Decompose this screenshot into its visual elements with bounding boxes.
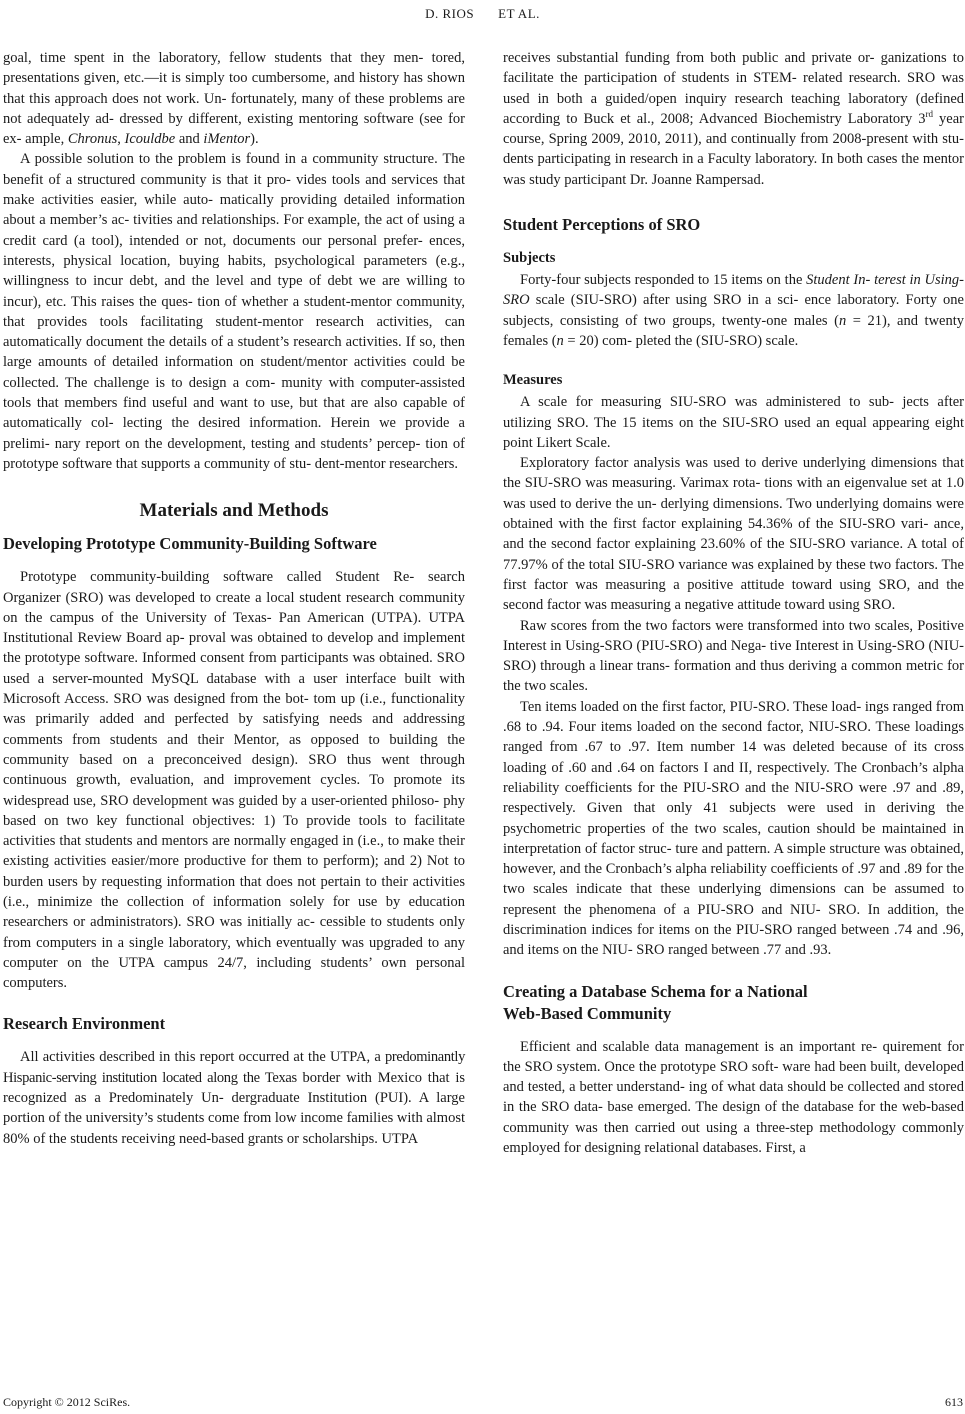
paragraph: receives substantial funding from both public and private or- ganizations to facilitate the participation of students in STEM- related research. SRO was used in both a guided/open inquiry research teaching laboratory (defined according to Buck et al., 2008; Advanced Biochemistry Laboratory 3rd year course, Spring 2009, 2010, 2011), and continually from 2008-present with stu- dents participating in research in a Faculty laboratory. In both cases the mentor was study participant Dr. Joanne Rampersad.: [503, 50, 965, 188]
minor-heading: Measures: [503, 372, 563, 389]
paragraph: Prototype community-building software called Student Re- search Organizer (SRO) was developed to create a local student research community on the campus of the University of Texas- Pan American (UTPA). UTPA Institutional Review Board ap- proval was obtained to develop and implement the prototype software. Informed consent from participants was obtained. SRO used a server-mounted MySQL database with a user interface built with Microsoft Access. SRO was designed from the bot- tom up (i.e., functionality was primarily added and perfected by satisfying needs and addressing comments from students and their Mentor, as opposed to building the community based on a preconceived design). SRO thus went through continuous growth, evaluation, and improvement cycles. To promote its widespread use, SRO development was guided by a user-oriented philoso- phy based on two key functional objectives: 1) To provide tools to facilitate activities that students and mentors are normally engaged in (i.e., to make their existing activities easier/more productive for them to perform); and 2) Not to burden users by requesting information that does not pertain to their activities (i.e., minimize the collection of information solely for use by education researchers or administrators). SRO was initially ac- cessible to students only from computers in a single laboratory, which eventually was upgraded to any computer on the UTPA campus 24/7, including students’ own personal computers.: [3, 569, 465, 992]
paragraph: Raw scores from the two factors were transformed into two scales, Positive Interest in Using-SRO (PIU-SRO) and Nega- tive Interest in Using-SRO (NIU-SRO) through a linear trans- formation and thus deriving a common metric for the two scales.: [503, 617, 964, 695]
paragraph: All activities described in this report occurred at the UTPA, a predominantly Hispanic-serving institution located along the Texas border with Mexico that is recognized as a Predominately Un- dergraduate Institution (PUI). A large portion of the university’s students come from low income families with almost 80% of the students receiving need-based grants or scholarships. UTPA: [3, 1049, 465, 1147]
paragraph: Forty-four subjects responded to 15 items on the Student In- terest in Using-SRO scale (SIU-SRO) after using SRO in a sci- ence laboratory. Forty one subjects, consisting of two groups, twenty-one males (n = 21), and twenty females (n = 20) com- pleted the (SIU-SRO) scale.: [503, 272, 965, 349]
scale-name: Student In- terest in Using-SRO: [503, 272, 964, 309]
copyright-notice: Copyright © 2012 SciRes.: [3, 1395, 131, 1409]
paragraph: A scale for measuring SIU-SRO was administered to sub- jects after utilizing SRO. The 15 items on the SIU-SRO used an equal appearing eight point Likert Scale.: [503, 394, 964, 451]
left-column: [3, 48, 465, 1149]
page-footer: [3, 1395, 963, 1410]
page-number: 613: [945, 1395, 963, 1409]
superscript: rd: [925, 108, 933, 119]
software-name: iMentor: [203, 131, 251, 148]
subsection-title: Research Environment: [3, 1014, 166, 1034]
software-name: Icouldbe: [124, 131, 176, 148]
paragraph: Efficient and scalable data management is an important re- quirement for the SRO system. Once the prototype SRO soft- ware had been built, developed and tested, a better understand- ing of what data should be collected and stored in the SRO data- base emerged. The design of the database for the web-based community was then carried out using a three-step methodology commonly employed for designing relational databases. First, a: [503, 1038, 964, 1157]
paragraph: Ten items loaded on the first factor, PIU-SRO. These load- ings ranged from .68 to .94. Four items loaded on the second factor, NIU-SRO. These loadings ranged from .67 to .97. Item number 14 was deleted because of its cross loading of .60 and .64 on factors I and II, respectively. The Cronbach’s alpha reliability coefficients for the PIU-SRO and the NIU-SRO were .97 and .89, respectively. Given that only 41 subjects were used in deriving the psychometric properties of the two scales, caution should be maintained in interpretation of factor struc- ture and pattern. A simple structure was obtained, however, and the Cronbach’s alpha reliability coefficients of .97 and .89 for the two scales indicate that these underlying dimensions can be assumed to represent the phenomena of a PIU-SRO and NIU- SRO. In addition, the discrimination indices for items on the PIU-SRO ranged between .74 and .96, and items on the NIU- SRO ranged between .77 and .93.: [503, 698, 964, 959]
header-authors: D. RIOS: [425, 6, 475, 21]
software-name: Chronus: [67, 131, 118, 148]
running-header: [0, 6, 965, 22]
paragraph: goal, time spent in the laboratory, fellow students that they men- tored, presentations given, etc.—it is simply too cumbersome, and history has shown that this approach does not work. Un- fortunately, many of these problems are not adequately ad- dressed by different, existing mentoring software (see for ex- ample, Chronus, Icouldbe and iMentor).: [3, 50, 465, 148]
subsection-title: Student Perceptions of SRO: [503, 215, 701, 235]
header-et-al: ET AL.: [498, 6, 540, 21]
minor-heading: Subjects: [503, 250, 556, 267]
paragraph: A possible solution to the problem is found in a community structure. The benefit of a structured community is that it pro- vides tools and services that make activities easier, while auto- matically providing detailed information about a member’s ac- tivities and relationships. For example, the act of using a credit card (a tool), intended or not, documents our personal prefer- ences, interests, physical location, buying habits, psychological parameters (e.g., willingness to incur debt, and the level and type of debt we are willing to incur), etc. This raises the ques- tion of whether a student-mentor community, that provides tools facilitating student-mentor research activities, can automatically document the details of a student’s research activities. If so, then large amounts of detailed information on student/mentor activities could be collected. The challenge is to design a com- munity with computer-assisted tools that members find useful and want to use, but that are also capable of automatically col- lecting the desired information. Herein we provide a prelimi- nary report on the development, testing and students’ percep- tion of prototype software that supports a community of stu- dent-mentor researchers.: [3, 151, 465, 472]
subsection-title: Developing Prototype Community-Building Software: [3, 534, 377, 554]
paragraph: Exploratory factor analysis was used to derive underlying dimensions that the SIU-SRO was measuring. Varimax rota- tions with an eigenvalue set at 1.0 was used to derive the un- derlying dimensions. Two underlying domains were obtained with the first factor explaining 54.36% of the SIU-SRO vari- ance, and the second factor explaining 23.60% of the SIU-SRO variance. A total of 77.97% of the total SIU-SRO variance was explained by these two factors. The first factor was measuring a positive attitude toward using SRO, and the second factor was measuring a negative attitude toward using SRO.: [503, 455, 964, 614]
subsection-title: Creating a Database Schema for a National Web-Based Community: [503, 981, 808, 1023]
section-title: Materials and Methods: [139, 500, 329, 522]
right-column: [503, 48, 964, 1158]
